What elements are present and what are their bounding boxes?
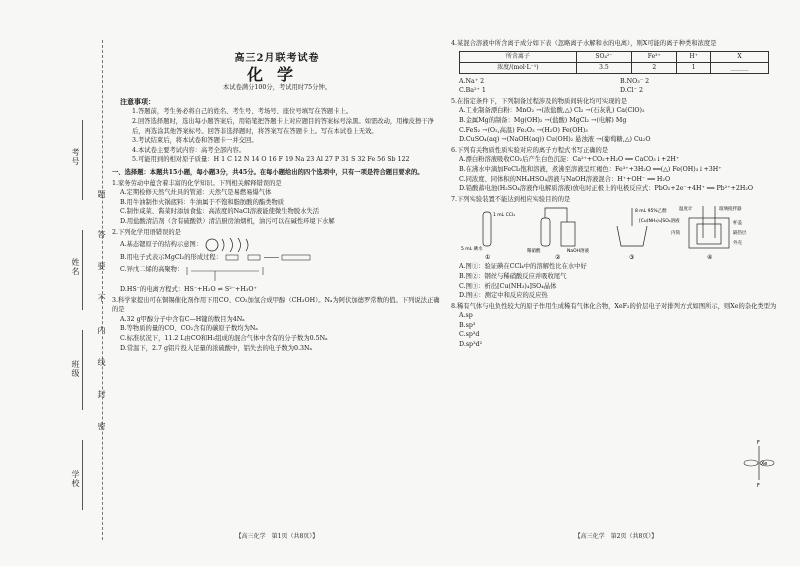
q2-option-a-text: A.基态锶原子的结构示意图： bbox=[120, 241, 203, 249]
question-8-stem: 8.稀有气体与电负性较大的原子作用生成稀有气体化合物，XeF₂的价层电子对排列方式如图所示，则Xe的杂化类型为 bbox=[451, 302, 777, 310]
q5-option-d: D.CuSO₄(aq) →(NaOH(aq)) Cu(OH)₂ 悬浊液 →(葡萄糖,△) Cu₂O bbox=[459, 136, 651, 144]
q2-option-b-text: B.用电子式表示MgCl₂的形成过程： bbox=[120, 254, 223, 262]
class-label: 班级 bbox=[71, 360, 80, 378]
seal-char: 封 bbox=[97, 390, 106, 399]
student-id-label: 考号 bbox=[71, 148, 80, 166]
q5-option-b: B.金属Mg的制备：Mg(OH)₂ →(盐酸) MgCl₂ →(电解) Mg bbox=[459, 116, 627, 124]
question-7-stem: 7.下列实验装置不能达到相应实验目的的是 bbox=[451, 195, 571, 203]
section-heading: 一、选择题：本题共15小题，每小题3分，共45分。在每小题给出的四个选项中，只有一项是符合题目要求的。 bbox=[112, 168, 424, 176]
notes-title: 注意事项： bbox=[120, 96, 155, 106]
table-cell: 浓度/(mol·L⁻¹) bbox=[460, 62, 577, 73]
seal-char: 要 bbox=[97, 262, 106, 271]
exam-info: 本试卷满分100分，考试用时75分钟。 bbox=[222, 84, 332, 92]
table-cell: SO₄²⁻ bbox=[576, 51, 631, 62]
q7-option-c: C.图③：析出[Cu(NH₃)₄]SO₄晶体 bbox=[459, 282, 557, 290]
school-label: 学校 bbox=[71, 470, 80, 488]
question-2-stem: 2.下列化学用语错误的是 bbox=[112, 228, 181, 236]
class-line bbox=[82, 330, 83, 410]
q5-option-c: C.FeS₂ →(O₂,高温) Fe₂O₃ →(H₂O) Fe(OH)₃ bbox=[459, 126, 588, 134]
part-label: 玻璃搅拌器 bbox=[719, 207, 742, 213]
q4-option-b: B.NO₃⁻ 2 bbox=[620, 77, 650, 85]
note-item: 5.可能用到的相对原子质量：H 1 C 12 N 14 O 16 F 19 Na 23 Al 27 P 31 S 32 Fe 56 Sb 122 bbox=[132, 156, 410, 164]
exam-title: 高三2月联考试卷 bbox=[234, 53, 320, 64]
part-label: 温度计 bbox=[679, 207, 693, 213]
table-cell: 2 bbox=[632, 62, 677, 73]
seal-char: 内 bbox=[97, 326, 106, 335]
q6-option-b: B.在沸水中滴加FeCl₃饱和溶液，煮沸至溶液呈红褐色：Fe³⁺+3H₂O ══(△) Fe(OH)₃↓+3H⁺ bbox=[459, 165, 722, 173]
part-label: 隔热层 bbox=[733, 231, 747, 237]
seal-char: 线 bbox=[97, 358, 106, 367]
figure-2-apparatus bbox=[527, 208, 590, 261]
q6-option-a: A.漂白粉溶液吸收CO₂后产生白色沉淀：Ca²⁺+CO₂+H₂O ══ CaCO₃↓+2H⁺ bbox=[459, 156, 680, 164]
atom-structure-diagram bbox=[204, 238, 264, 252]
figure-1-test-tube bbox=[461, 212, 515, 261]
part-label: 1 mL CCl₄ bbox=[493, 213, 515, 219]
question-4-stem: 4.某混合溶液中所含离子成分如下表（忽略离子水解和水的电离），则X可能的离子种类和浓度是 bbox=[451, 40, 717, 47]
q5-option-a: A.工业制备漂白粉：MnO₂ →(浓盐酸,△) Cl₂ →(石灰乳) Ca(ClO)₂ bbox=[459, 107, 645, 115]
q8-option-b: B.sp³ bbox=[459, 321, 476, 329]
page-footer: 【高三化学 第1页（共8页）】 bbox=[235, 533, 319, 541]
atom-label: Xe bbox=[761, 461, 768, 467]
school-line bbox=[82, 440, 83, 510]
q4-options-row bbox=[451, 77, 781, 87]
note-item: 2.回答选择题时，选出每小题答案后，用铅笔把答题卡上对应题目的答案标号涂黑。如需改动，用橡皮擦干净后，再选涂其他答案标号。回答非选择题时，将答案写在答题卡上。写在本试卷上无效。 bbox=[132, 117, 434, 135]
name-label: 姓名 bbox=[71, 258, 80, 276]
q6-option-d: D.铅酸蓄电池(H₂SO₄溶液作电解质溶液)放电时正极上的电极反应式：PbO₂+2e⁻+4H⁺ ══ Pb²⁺+2H₂O bbox=[459, 185, 754, 193]
table-cell: 3.5 bbox=[576, 62, 631, 73]
table-cell: ______ bbox=[711, 62, 769, 73]
q8-option-c: C.sp³d bbox=[459, 331, 480, 339]
q1-option-a: A.定期检修天然气灶具的管道：天然气是易燃易爆气体 bbox=[120, 189, 272, 197]
figure-label: ③ bbox=[629, 254, 635, 262]
table-cell: X bbox=[711, 51, 769, 62]
figure-label: ④ bbox=[707, 254, 713, 262]
electron-dot-formula bbox=[224, 253, 314, 262]
q1-option-b: B.用牛油制作火锅底料：牛油属于不饱和脂肪酸的酯类物质 bbox=[120, 198, 285, 206]
q4-option-c: C.Ba²⁺ 1 bbox=[459, 87, 486, 95]
right-page bbox=[451, 38, 781, 541]
subject-title: 化学 bbox=[246, 64, 307, 84]
seal-dashed-line bbox=[102, 40, 103, 540]
q2-option-c-text: C.异戊二烯的高聚物： bbox=[120, 266, 184, 274]
seal-char: 密 bbox=[97, 422, 106, 431]
q2-option-a bbox=[112, 237, 442, 253]
atom-label: F bbox=[757, 440, 760, 446]
question-1-stem: 1.家务劳动中蕴含着丰富的化学知识。下列相关解释错误的是 bbox=[112, 179, 282, 187]
q3-option-a: A.32 g甲醇分子中含有C—H键的数目为4Nₐ bbox=[120, 315, 245, 323]
part-label: 稀硝酸 bbox=[527, 249, 541, 255]
xef2-structure-figure bbox=[739, 438, 779, 488]
q7-option-d: D.图④：测定中和反应的反应热 bbox=[459, 292, 548, 300]
figure-4-calorimeter bbox=[671, 205, 747, 261]
q6-option-c: C.同浓度、同体积的NH₄HSO₄溶液与NaOH溶液混合：H⁺+OH⁻ ══ H₂O bbox=[459, 175, 671, 183]
part-label: [Cu(NH₃)₄]SO₄溶液 bbox=[639, 219, 680, 225]
q2-option-b bbox=[112, 253, 442, 265]
q7-option-b: B.图②：钢丝与稀硝酸反应并吸收尾气 bbox=[459, 272, 567, 280]
table-cell: 1 bbox=[677, 62, 711, 73]
atom-label: F bbox=[757, 483, 760, 488]
question-5-stem: 5.在指定条件下，下列制备过程涉及的物质间转化均可实现的是 bbox=[451, 97, 628, 105]
figure-label: ① bbox=[485, 254, 491, 262]
q1-option-d: D.用盐酸清洁剂（含有硫酸铁）清洁厨房油烟机，油污可以在碱性环境下水解 bbox=[120, 217, 335, 225]
apparatus-figures bbox=[457, 204, 777, 262]
part-label: 外壳 bbox=[733, 241, 742, 247]
left-page bbox=[112, 38, 442, 541]
q1-option-c: C.制作咸菜、酱菜时添加食盐：高浓度的NaCl溶液能使微生物脱水失活 bbox=[120, 208, 320, 216]
q3-option-d: D.常温下，2.7 g铝片投入足量的浓硫酸中，铝失去的电子数为0.3Nₐ bbox=[120, 344, 312, 352]
student-id-line bbox=[82, 120, 83, 200]
q4-options-row bbox=[451, 86, 781, 96]
seal-char: 不 bbox=[97, 294, 106, 303]
q4-option-d: D.Cl⁻ 2 bbox=[620, 87, 643, 95]
q8-option-a: A.sp bbox=[459, 312, 473, 320]
q8-option-d: D.sp³d² bbox=[459, 341, 483, 349]
question-6-stem: 6.下列有关物质性质实验对应的离子方程式书写正确的是 bbox=[451, 146, 609, 154]
part-label: 内筒 bbox=[671, 231, 680, 237]
table-row bbox=[460, 51, 769, 62]
figure-label: ② bbox=[555, 254, 561, 262]
table-cell: Fe³⁺ bbox=[632, 51, 677, 62]
note-item: 3.考试结束后，将本试卷和答题卡一并交回。 bbox=[132, 137, 258, 145]
part-label: 5 mL 碘水 bbox=[461, 247, 483, 253]
part-label: 8 mL 95%乙醇 bbox=[635, 209, 667, 215]
part-label: NaOH溶液 bbox=[567, 249, 590, 255]
question-3-stem: 3.科学家提出可在铜锡催化剂作用下用CO、CO₂加氢合成甲醇（CH₃OH）。Nₐ为阿伏加德罗常数的值。下列说法正确的是 bbox=[112, 296, 440, 314]
q3-option-c: C.标准状况下，11.2 L由CO和H₂组成的混合气体中含有的分子数为0.5Nₐ bbox=[120, 335, 328, 343]
q3-option-b: B.等物质的量的CO、CO₂含有的碳原子数均为Nₐ bbox=[120, 325, 258, 333]
note-item: 4.本试卷主要考试内容：高考全部内容。 bbox=[132, 146, 246, 154]
table-row bbox=[460, 62, 769, 73]
polymer-structure bbox=[185, 265, 265, 283]
q2-option-c bbox=[112, 265, 442, 285]
binding-margin bbox=[0, 0, 112, 566]
name-line bbox=[82, 230, 83, 310]
page-footer: 【高三化学 第2页（共8页）】 bbox=[574, 533, 658, 541]
part-label: 杯盖 bbox=[733, 221, 742, 227]
q7-option-a: A.图①：验证碘在CCl₄中的溶解性比在水中好 bbox=[459, 263, 587, 271]
q2-option-d: D.HS⁻的电离方程式：HS⁻+H₂O ⇌ S²⁻+H₃O⁺ bbox=[120, 286, 257, 294]
table-cell: H⁺ bbox=[677, 51, 711, 62]
seal-char: 答 bbox=[97, 230, 106, 239]
ion-table bbox=[459, 51, 769, 74]
q4-option-a: A.Na⁺ 2 bbox=[459, 77, 485, 85]
table-cell: 所含离子 bbox=[460, 51, 577, 62]
note-item: 1.答题前，考生务必将自己的姓名、考生号、考场号、座位号填写在答题卡上。 bbox=[132, 108, 353, 116]
seal-char: 题 bbox=[97, 190, 106, 199]
